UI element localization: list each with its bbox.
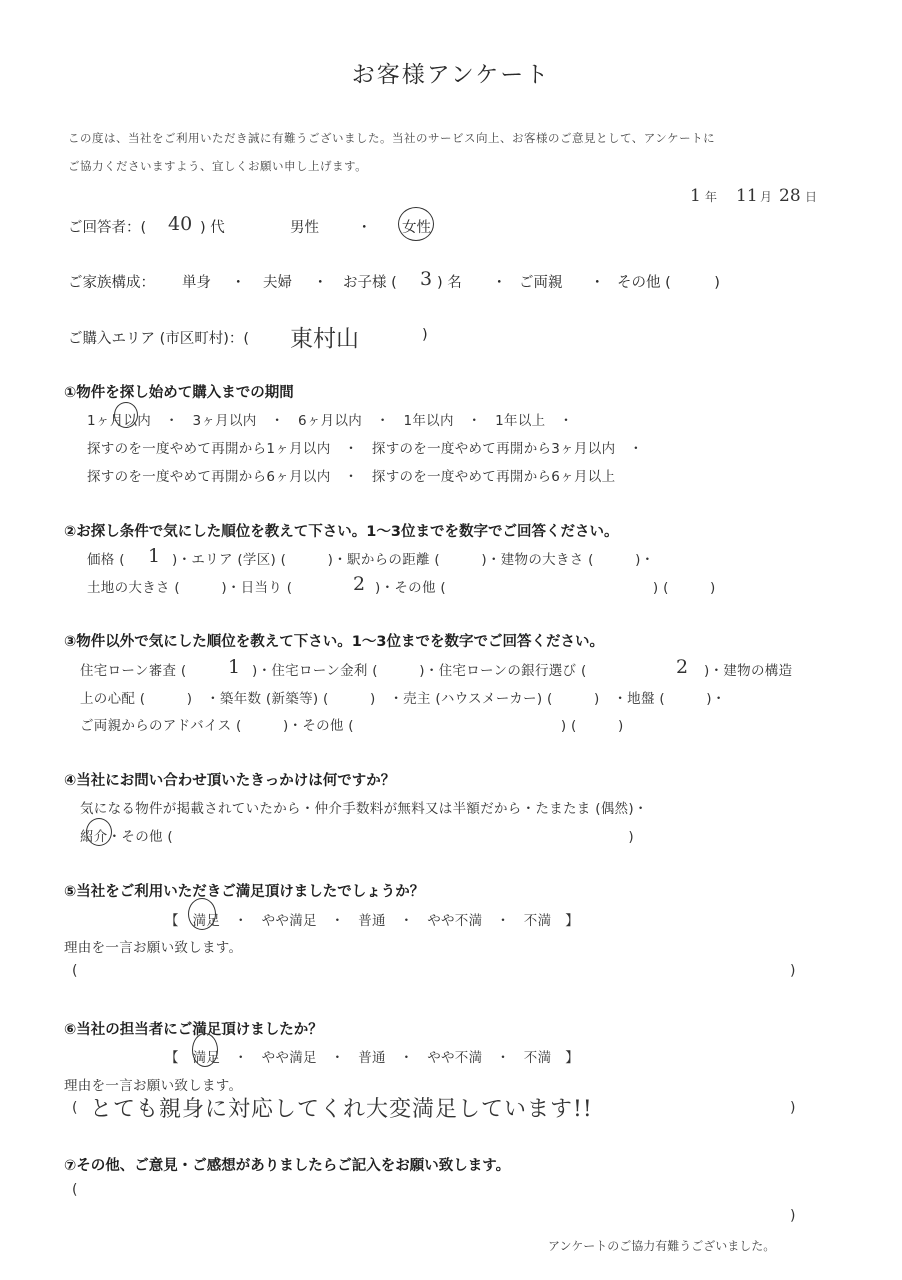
family-other: その他 ( ) xyxy=(617,275,720,291)
q6-reason-answer: とても親身に対応してくれ大変満足しています!! xyxy=(90,1097,593,1122)
q5-scale: 【 満足 ・ やや満足 ・ 普通 ・ やや不満 ・ 不満 】 xyxy=(165,913,579,929)
q2-line-1-start: 価格 ( xyxy=(87,552,125,568)
q3-line-1-mid: )・住宅ローン金利 ( )・住宅ローンの銀行選び ( xyxy=(252,663,587,679)
intro-line-2: ご協力くださいますよう、宜しくお願い申し上げます。 xyxy=(68,159,368,173)
q3-line-1-end: )・建物の構造 xyxy=(704,663,793,679)
q4-line-2: 紹介・その他 ( ) xyxy=(80,829,634,845)
respondent-label: ご回答者：( xyxy=(68,220,147,236)
q5-reason-close: ) xyxy=(790,963,796,979)
family-parents: ご両親 xyxy=(519,275,563,291)
q6-heading: ⑥当社の担当者にご満足頂けましたか？ xyxy=(64,1022,323,1038)
family-label: ご家族構成： xyxy=(68,275,155,291)
q1-options-line-2: 探すのを一度やめて再開から1ヶ月以内 ・ 探すのを一度やめて再開から3ヶ月以内 ・ xyxy=(87,441,643,457)
q3-loan-review-value: 1 xyxy=(228,656,241,678)
family-single: 単身 xyxy=(182,275,211,291)
q3-bank-value: 2 xyxy=(676,656,689,678)
q2-line-2-start: 土地の大きさ ( )・日当り ( xyxy=(87,580,293,596)
respondent-sep: ・ xyxy=(357,220,372,236)
family-children-value: 3 xyxy=(420,268,433,290)
q1-selected-circle xyxy=(114,402,138,428)
q6-reason-open: ( xyxy=(72,1100,78,1116)
q4-line-1: 気になる物件が掲載されていたから・仲介手数料が無料又は半額だから・たまたま (偶然)・ xyxy=(80,801,648,817)
family-couple: 夫婦 xyxy=(263,275,292,291)
date-day-label: 日 xyxy=(805,190,818,204)
q6-reason-label: 理由を一言お願い致します。 xyxy=(64,1078,243,1094)
q2-sun-value: 2 xyxy=(353,573,366,595)
q6-reason-close: ) xyxy=(790,1100,796,1116)
q1-options-line-1: 1ヶ月以内 ・ 3ヶ月以内 ・ 6ヶ月以内 ・ 1年以内 ・ 1年以上 ・ xyxy=(87,413,574,429)
respondent-age-suffix: ) 代 xyxy=(200,220,225,236)
q5-reason-open: ( xyxy=(72,963,78,979)
q3-line-1-start: 住宅ローン審査 ( xyxy=(80,663,187,679)
q1-options-line-3: 探すのを一度やめて再開から6ヶ月以内 ・ 探すのを一度やめて再開から6ヶ月以上 xyxy=(87,469,616,485)
q7-heading: ⑦その他、ご意見・ご感想がありましたらご記入をお願い致します。 xyxy=(64,1158,511,1174)
page-title: お客様アンケート xyxy=(351,62,551,88)
date-month-value: 11 xyxy=(736,186,758,206)
q2-heading: ②お探し条件で気にした順位を教えて下さい。1～3位までを数字でご回答ください。 xyxy=(64,524,619,540)
q2-line-1-rest: )・エリア (学区) ( )・駅からの距離 ( )・建物の大きさ ( )・ xyxy=(172,552,655,568)
family-children-label: お子様 ( xyxy=(343,275,397,291)
area-value: 東村山 xyxy=(290,326,359,352)
q3-heading: ③物件以外で気にした順位を教えて下さい。1～3位までを数字でご回答ください。 xyxy=(64,634,604,650)
date-year-value: 1 xyxy=(690,186,701,206)
q1-heading: ①物件を探し始めて購入までの期間 xyxy=(64,385,294,401)
q6-selected-circle xyxy=(192,1033,218,1067)
q3-line-3: ご両親からのアドバイス ( )・その他 ( ) ( ) xyxy=(80,718,624,734)
date-month-label: 月 xyxy=(760,190,773,204)
respondent-age-value: 40 xyxy=(168,213,193,235)
q3-line-2: 上の心配 ( ) ・築年数 (新築等) ( ) ・売主 (ハウスメーカー) ( ) ・地盤 ( )・ xyxy=(80,691,726,707)
q7-close: ) xyxy=(790,1208,796,1224)
q6-scale: 【 満足 ・ やや満足 ・ 普通 ・ やや不満 ・ 不満 】 xyxy=(165,1050,579,1066)
q4-heading: ④当社にお問い合わせ頂いたきっかけは何ですか？ xyxy=(64,773,396,789)
female-selected-circle xyxy=(398,207,434,241)
respondent-female: 女性 xyxy=(402,220,431,236)
family-children-suffix: ) 名 xyxy=(437,275,462,291)
q5-selected-circle xyxy=(188,898,216,930)
q4-selected-circle xyxy=(86,818,112,846)
q5-heading: ⑤当社をご利用いただきご満足頂けましたでしょうか？ xyxy=(64,884,425,900)
footer-thanks: アンケートのご協力有難うございました。 xyxy=(548,1239,776,1253)
date-day-value: 28 xyxy=(779,186,801,206)
intro-line-1: この度は、当社をご利用いただき誠に有難うございました。当社のサービス向上、お客様のご意見として、アンケートに xyxy=(68,131,716,145)
q7-open: ( xyxy=(72,1182,78,1198)
q2-price-value: 1 xyxy=(148,545,161,567)
q2-line-2-rest: )・その他 ( ) ( ) xyxy=(375,580,716,596)
area-close: ) xyxy=(422,327,428,343)
respondent-male: 男性 xyxy=(290,220,319,236)
q5-reason-label: 理由を一言お願い致します。 xyxy=(64,940,243,956)
date-year-label: 年 xyxy=(705,190,718,204)
area-label: ご購入エリア (市区町村)：( xyxy=(68,331,250,347)
